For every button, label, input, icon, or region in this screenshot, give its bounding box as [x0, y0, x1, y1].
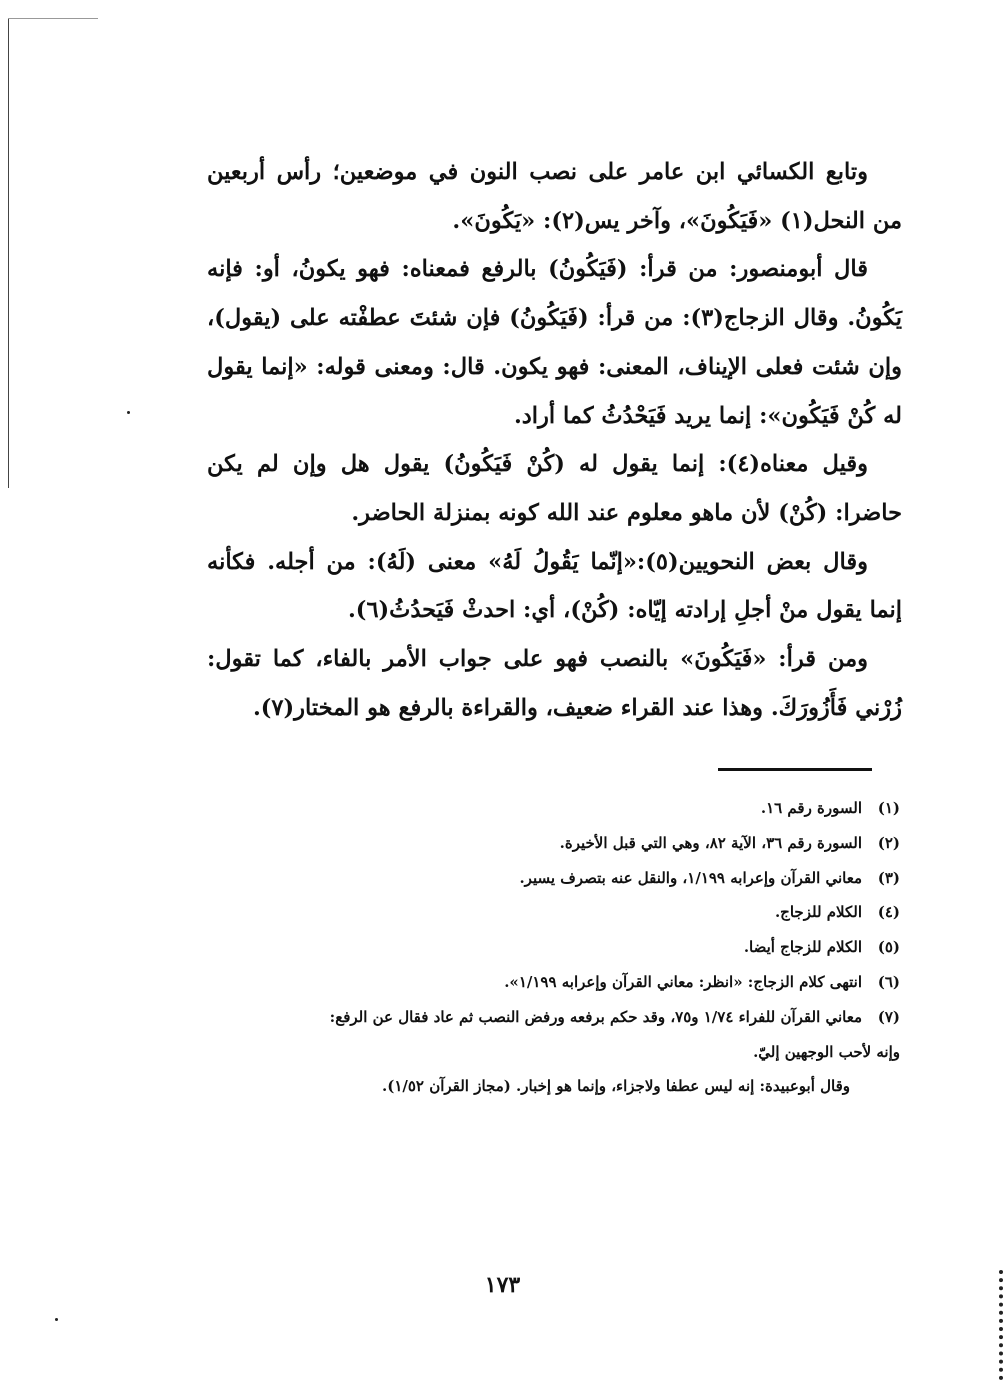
footnote-text: الكلام للزجاج أيضا.	[743, 938, 862, 957]
main-text	[207, 148, 902, 732]
paragraph: ومن قرأ: «فَيَكُونَ» بالنصب فهو على جواب الأمر بالفاء، كما تقول: زُرْني فَأَزُورَكَ. وهذا عند القراء ضعيف، والقراءة بالرفع هو المختار(٧).	[207, 646, 902, 721]
footnote-text: الكلام للزجاج.	[774, 903, 862, 922]
footnote-number: (٧)	[877, 1007, 900, 1026]
footnote-text: معاني القرآن وإعرابه ١/١٩٩، والنقل عنه بتصرف يسير.	[519, 868, 862, 887]
footnote	[210, 1000, 900, 1035]
scan-speck	[55, 1318, 58, 1321]
footnote-extra: وقال أبوعبيدة: إنه ليس عطفا ولاجزاء، وإنما هو إخبار. (مجاز القرآن ١/٥٢).	[381, 1077, 850, 1096]
paragraph: وتابع الكسائي ابن عامر على نصب النون في موضعين؛ رأس أربعين من النحل(١) «فَيَكُونَ»، وآخر يس(٢): «يَكُونَ».	[207, 159, 902, 234]
footnote-number: (٤)	[877, 903, 900, 922]
paragraph: وقال بعض النحويين(٥):«إنّما يَقُولُ لَهُ» معنى (لَهُ): من أجله. فكأنه إنما يقول منْ أجلِ إرادته إيّاه: (كُنْ)، أي: احدثْ فَيَحدُثُ(٦).	[207, 548, 902, 624]
footnote-separator	[718, 768, 872, 771]
page-edge-line	[8, 18, 9, 488]
page-edge-line-top	[8, 18, 98, 19]
footnote-text: السورة رقم ١٦.	[760, 799, 862, 817]
footnotes	[210, 791, 900, 1104]
footnote	[210, 826, 900, 861]
footnote	[210, 861, 900, 896]
scan-speck	[127, 411, 130, 414]
footnote-text: انتهى كلام الزجاج: «انظر: معاني القرآن وإعرابه ١/١٩٩».	[504, 972, 862, 991]
footnote	[210, 895, 900, 930]
footnote-number: (٣)	[877, 868, 900, 887]
footnote-number: (٥)	[877, 938, 900, 957]
footnote-continuation: وإنه لأحب الوجهين إليّ.	[753, 1042, 900, 1061]
page-number: ١٧٣	[484, 1272, 521, 1298]
footnote-text: السورة رقم ٣٦، الآية ٨٢، وهي التي قبل الأخيرة.	[559, 833, 862, 852]
footnote	[210, 965, 900, 1000]
footnote	[210, 930, 900, 965]
footnote-number: (٢)	[877, 833, 900, 852]
footnote-text: معاني القرآن للفراء ١/٧٤ و٧٥، وقد حكم برفعه ورفض النصب ثم عاد فقال عن الرفع:	[329, 1007, 862, 1026]
footnote-number: (٦)	[877, 972, 900, 991]
footnote-number: (١)	[877, 799, 900, 817]
paragraph: قال أبومنصور: من قرأ: (فَيَكُونُ) بالرفع فمعناه: فهو يكونُ، أو: فإنه يَكُونُ. وقال الزجاج(٣): من قرأ: (فَيَكُونُ) فإن شئتَ عطفْته على (يقول)، وإن شئت فعلى الإيناف، المعنى: فهو يكون. قال: ومعنى قوله: «إنما يقول له كُنْ فَيَكُون»: إنما يريد فَيَحْدُثُ كما أراد.	[207, 256, 902, 429]
paragraph: وقيل معناه(٤): إنما يقول له (كُنْ فَيَكُونُ) يقول هل وإن لم يكن حاضرا: (كُنْ) لأن ماهو معلوم عند الله كونه بمنزلة الحاضر.	[207, 451, 902, 526]
footnote	[210, 791, 900, 826]
